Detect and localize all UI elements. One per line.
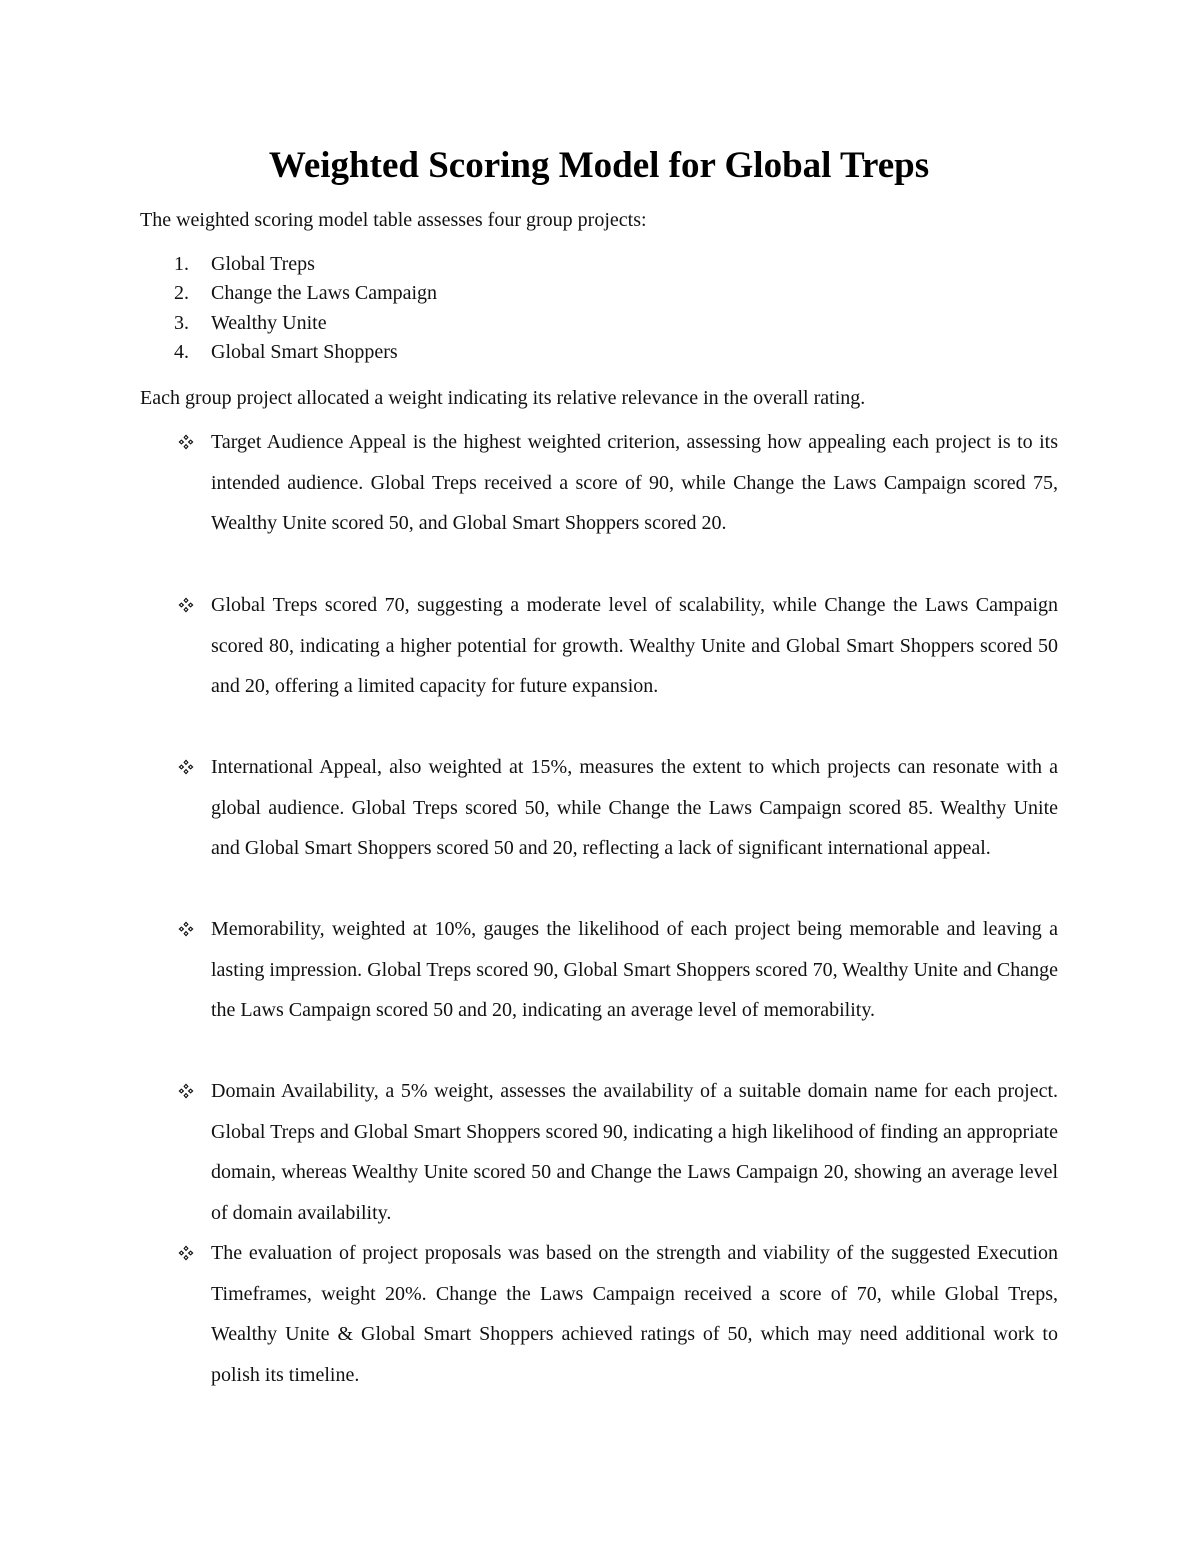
list-number: 1. <box>174 253 189 275</box>
bullet-text: Target Audience Appeal is the highest weighted criterion, assessing how appealing each project is to its intended audience. Global Treps received a score of 90, while Change the Laws Campaign scored 75, Wealthy Unite scored 50, and Global Smart Shoppers scored 20. <box>211 431 1058 535</box>
bullet-text: Global Treps scored 70, suggesting a moderate level of scalability, while Change the Laws Campaign scored 80, indicating a higher potential for growth. Wealthy Unite and Global Smart Shoppers scored 50 and 20, offering a limited capacity for future expansion. <box>211 594 1058 698</box>
weight-explanation-paragraph: Each group project allocated a weight indicating its relative relevance in the overall rating. <box>140 387 866 409</box>
bullet-text: Domain Availability, a 5% weight, assesses the availability of a suitable domain name for each project. Global Treps and Global Smart Shoppers scored 90, indicating a high likelihood of finding an appropriate domain, whereas Wealthy Unite scored 50 and Change the Laws Campaign 20, showing an average level of domain availability. <box>211 1080 1058 1224</box>
bullet-text: Memorability, weighted at 10%, gauges the likelihood of each project being memorable and leaving a lasting impression. Global Treps scored 90, Global Smart Shoppers scored 70, Wealthy Unite and Change the Laws Campaign scored 50 and 20, indicating an average level of memorability. <box>211 918 1058 1022</box>
criterion-bullet <box>175 585 1058 707</box>
criterion-bullet <box>175 747 1058 869</box>
four-diamond-bullet-icon <box>175 585 197 626</box>
list-number: 3. <box>174 311 189 334</box>
page-title: Weighted Scoring Model for Global Treps <box>268 145 930 186</box>
list-item <box>140 338 1058 367</box>
project-name: Global Smart Shoppers <box>211 340 398 363</box>
bullet-text: International Appeal, also weighted at 15%, measures the extent to which projects can resonate with a global audience. Global Treps scored 50, while Change the Laws Campaign scored 85. Wealthy Unite and Global Smart Shoppers scored 50 and 20, reflecting a lack of significant international appeal. <box>211 756 1058 860</box>
criterion-bullet <box>175 1233 1058 1395</box>
project-name: Global Treps <box>211 253 315 275</box>
bullet-text: The evaluation of project proposals was based on the strength and viability of the suggested Execution Timeframes, weight 20%. Change the Laws Campaign received a score of 70, while Global Treps, Wealthy Unite & Global Smart Shoppers achieved ratings of 50, which may need additional work to polish its timeline. <box>211 1242 1058 1386</box>
four-diamond-bullet-icon <box>175 1233 197 1274</box>
criterion-bullet <box>175 909 1058 1031</box>
list-item <box>140 250 1058 279</box>
four-diamond-bullet-icon <box>175 747 197 788</box>
intro-paragraph: The weighted scoring model table assesses four group projects: <box>140 209 647 231</box>
project-list <box>140 250 1058 367</box>
criterion-bullet <box>175 422 1058 544</box>
criterion-bullet <box>175 1071 1058 1233</box>
four-diamond-bullet-icon <box>175 909 197 950</box>
four-diamond-bullet-icon <box>175 422 197 463</box>
list-number: 2. <box>174 282 189 305</box>
list-item <box>140 309 1058 338</box>
project-name: Change the Laws Campaign <box>211 282 438 305</box>
list-number: 4. <box>174 340 189 363</box>
project-name: Wealthy Unite <box>211 311 327 334</box>
four-diamond-bullet-icon <box>175 1071 197 1112</box>
list-item <box>140 279 1058 308</box>
